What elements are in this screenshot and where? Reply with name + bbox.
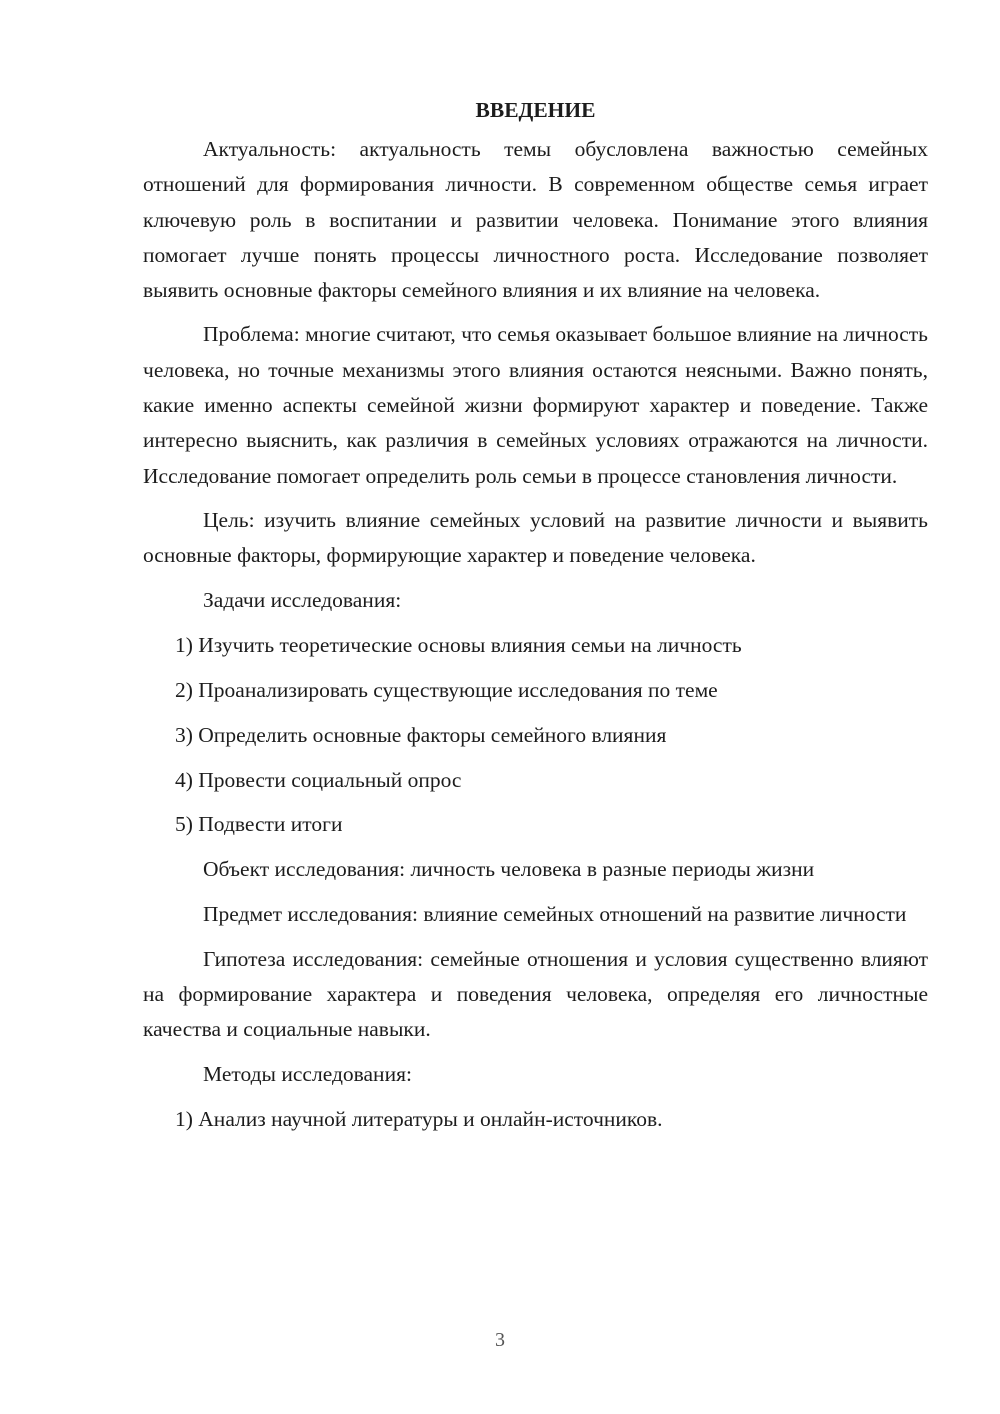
document-page [143,92,928,1147]
goal-paragraph: Цель: изучить влияние семейных условий на развитие личности и выявить основные факторы, формирующие характер и поведение человека. [143,507,928,568]
methods-title: Методы исследования: [203,1061,412,1086]
tasks-list [143,628,928,843]
list-item: 3) Определить основные факторы семейного влияния [175,722,667,747]
hypothesis-paragraph: Гипотеза исследования: семейные отношения и условия существенно влияют на формирование характера и поведения человека, определяя его личностные качества и социальные навыки. [143,946,928,1042]
list-item: 5) Подвести итоги [175,812,343,837]
tasks-title: Задачи исследования: [203,587,402,612]
problem-paragraph: Проблема: многие считают, что семья оказывает большое влияние на личность человека, но точные механизмы этого влияния остаются неясными. Важно понять, какие именно аспекты семейной жизни формируют характер и поведение. Также интересно выяснить, как различия в семейных условиях отражаются на личности. Исследование помогает определить роль семьи в процессе становления личности. [143,322,928,488]
list-item: 1) Изучить теоретические основы влияния семьи на личность [175,632,742,657]
methods-list [143,1102,928,1137]
section-heading: ВВЕДЕНИЕ [475,98,596,122]
page-number: 3 [495,1329,505,1351]
list-item: 1) Анализ научной литературы и онлайн-источников. [175,1106,663,1131]
relevance-paragraph: Актуальность: актуальность темы обусловлена важностью семейных отношений для формирования личности. В современном обществе семья играет ключевую роль в воспитании и развитии человека. Понимание этого влияния помогает лучше понять процессы личностного роста. Исследование позволяет выявить основные факторы семейного влияния и их влияние на человека. [143,137,928,303]
list-item: 2) Проанализировать существующие исследования по теме [175,677,718,702]
subject-paragraph: Предмет исследования: влияние семейных отношений на развитие личности [203,902,907,927]
object-line: Объект исследования: личность человека в разные периоды жизни [203,857,815,882]
list-item: 4) Провести социальный опрос [175,767,462,792]
